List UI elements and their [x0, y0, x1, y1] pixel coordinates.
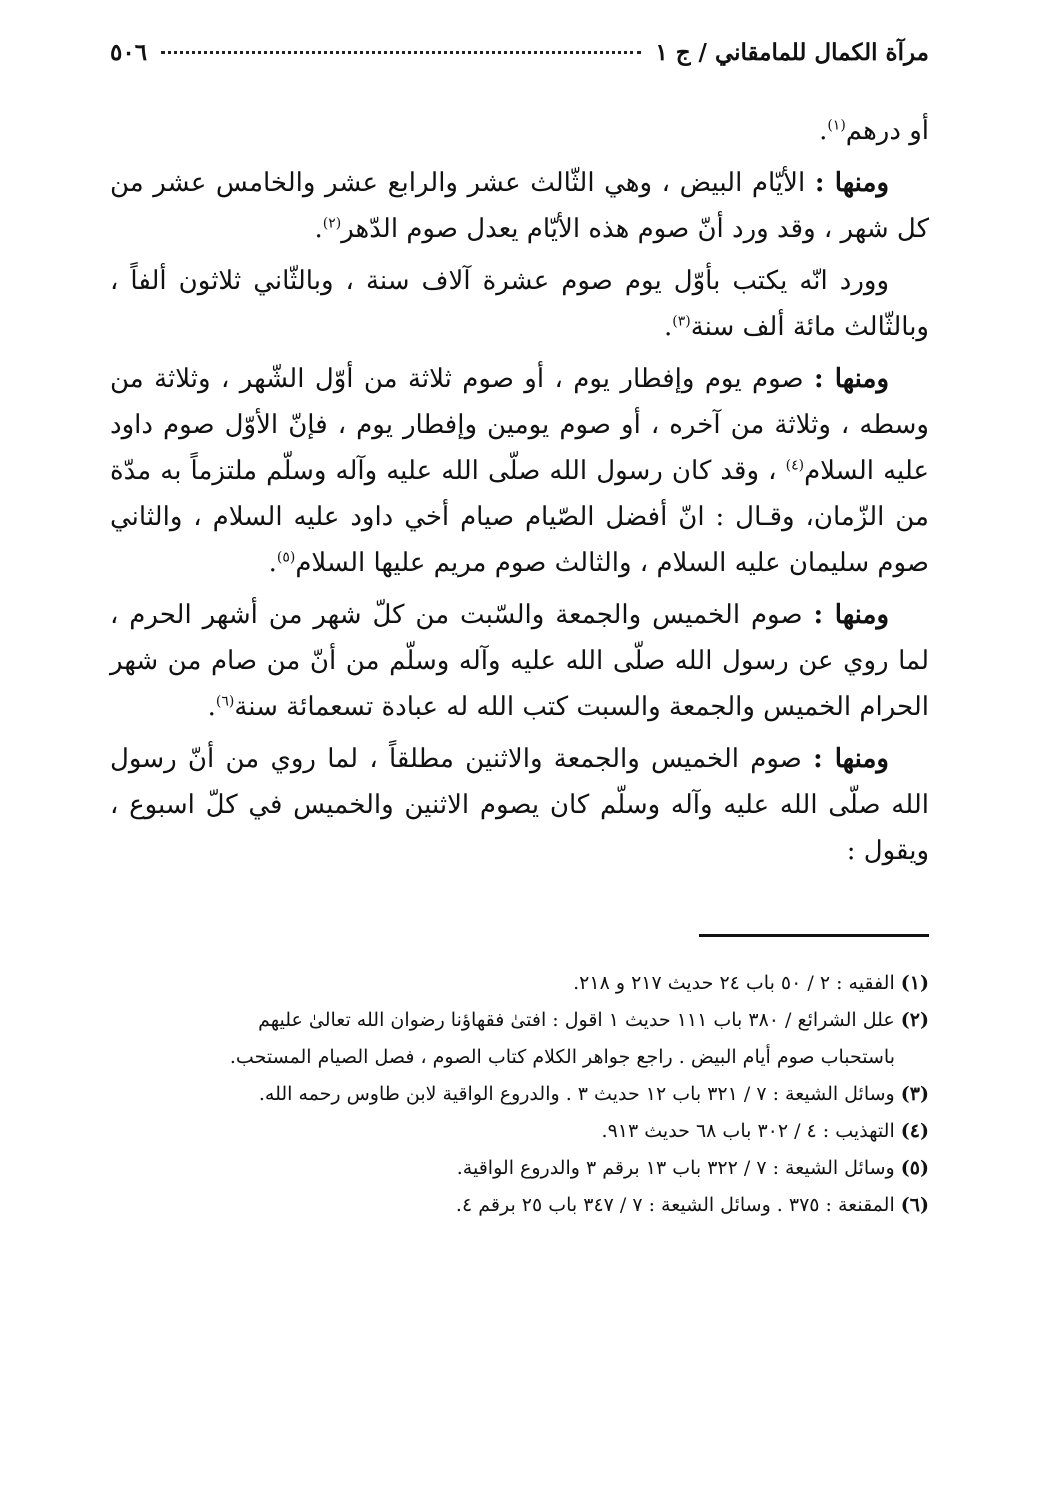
footnote — [110, 1113, 929, 1150]
footnote — [110, 965, 929, 1002]
footnote-number: (٣) — [900, 1083, 929, 1105]
footnote-ref: (٤) — [785, 457, 805, 474]
leader-dots — [161, 51, 641, 54]
paragraph-lead: ومنها : — [813, 744, 889, 774]
footnote — [110, 1150, 929, 1187]
footnote-number: (٦) — [900, 1194, 929, 1216]
footnote-text: علل الشرائع / ٣٨٠ باب ١١١ حديث ١ اقول : افتىٰ فقهاؤنا رضوان الله تعالىٰ عليهم — [258, 1009, 895, 1031]
footnotes — [110, 965, 929, 1224]
footnote-number: (٥) — [900, 1157, 929, 1179]
paragraph-text: صوم الخميس والجمعة والسّبت من كلّ شهر من أشهر الحرم ، لما روي عن رسول الله صلّى الله عليه وآله وسلّم من أنّ من صام من شهر الحرام الخميس والجمعة والسبت كتب الله له عبادة تسعمائة سنة — [110, 600, 929, 722]
footnote-ref: (٥) — [276, 549, 296, 566]
paragraph-lead: ومنها : — [813, 600, 890, 630]
paragraph-text: صوم الخميس والجمعة والاثنين مطلقاً ، لما روي من أنّ رسول الله صلّى الله عليه وآله وسلّم كان يصوم الاثنين والخميس في كلّ اسبوع ، ويقول : — [110, 744, 929, 866]
footnote — [110, 1187, 929, 1224]
footnote-text: الفقيه : ٢ / ٥٠ باب ٢٤ حديث ٢١٧ و ٢١٨. — [573, 972, 895, 994]
paragraph-tail: . — [268, 548, 277, 578]
book-page — [110, 38, 929, 1453]
book-title: مرآة الكمال للمامقاني / ج ١ — [655, 39, 929, 66]
footnote-ref: (٣) — [672, 313, 691, 330]
paragraph-lead: ومنها : — [814, 168, 890, 198]
paragraph-text: الأيّام البيض ، وهي الثّالث عشر والرابع عشر والخامس عشر من كل شهر ، وقد ورد أنّ صوم هذه الأيّام يعدل صوم الدّهر — [110, 168, 929, 244]
footnote-text: باستحباب صوم أيام البيض . راجع جواهر الكلام كتاب الصوم ، فصل الصيام المستحب. — [229, 1046, 895, 1068]
footnote-ref: (١) — [827, 117, 846, 134]
footnote-text: وسائل الشيعة : ٧ / ٣٢٢ باب ١٣ برقم ٣ والدروع الواقية. — [456, 1157, 895, 1179]
footnote-text: المقنعة : ٣٧٥ . وسائل الشيعة : ٧ / ٣٤٧ باب ٢٥ برقم ٤. — [455, 1194, 895, 1216]
page-number: ٥٠٦ — [110, 39, 148, 66]
paragraph-tail: . — [819, 116, 828, 146]
paragraph-text: أو درهم — [845, 116, 929, 146]
paragraph — [110, 160, 929, 252]
footnote-number: (١) — [900, 972, 929, 994]
footnote-number: (٢) — [900, 1009, 929, 1031]
paragraph-lead: ومنها : — [814, 364, 890, 394]
paragraph — [110, 356, 929, 586]
running-header — [110, 38, 929, 74]
footnote-text: وسائل الشيعة : ٧ / ٣٢١ باب ١٢ حديث ٣ . والدروع الواقية لابن طاوس رحمه الله. — [258, 1083, 895, 1105]
paragraph — [110, 592, 929, 730]
paragraph-text: صوم يوم وإفطار يوم ، أو صوم ثلاثة من أوّل الشّهر ، وثلاثة من وسطه ، وثلاثة من آخره ، أو صوم يومين وإفطار يوم ، فإنّ الأوّل صوم داود عليه السلام — [110, 364, 929, 486]
paragraph-tail: . — [663, 312, 673, 342]
paragraph-tail: ، وقد كان رسول الله صلّى الله عليه وآله وسلّم ملتزماً به مدّة من الزّمان، وقـال : انّ أفضل الصّيام صيام أخي داود عليه السلام ، والثاني صوم سليمان عليه السلام ، والثالث صوم مريم عليها السلام — [110, 456, 929, 578]
paragraph — [110, 736, 929, 874]
footnote-number: (٤) — [900, 1120, 929, 1142]
footnote-separator-wrap — [110, 934, 929, 937]
paragraph — [110, 258, 929, 350]
footnote-text: التهذيب : ٤ / ٣٠٢ باب ٦٨ حديث ٩١٣. — [601, 1120, 895, 1142]
footnote-separator — [699, 934, 929, 937]
footnote-ref: (٢) — [322, 215, 342, 232]
paragraph-text: وورد انّه يكتب بأوّل يوم صوم عشرة آلاف سنة ، وبالثّاني ثلاثون ألفاً ، وبالثّالث مائة ألف سنة — [110, 266, 929, 342]
main-text — [110, 108, 929, 874]
paragraph-tail: . — [314, 214, 323, 244]
paragraph — [110, 108, 929, 154]
footnote-continuation — [110, 1039, 929, 1076]
footnote — [110, 1002, 929, 1039]
footnote-ref: (٦) — [215, 693, 235, 710]
footnote — [110, 1076, 929, 1113]
paragraph-tail: . — [207, 692, 216, 722]
